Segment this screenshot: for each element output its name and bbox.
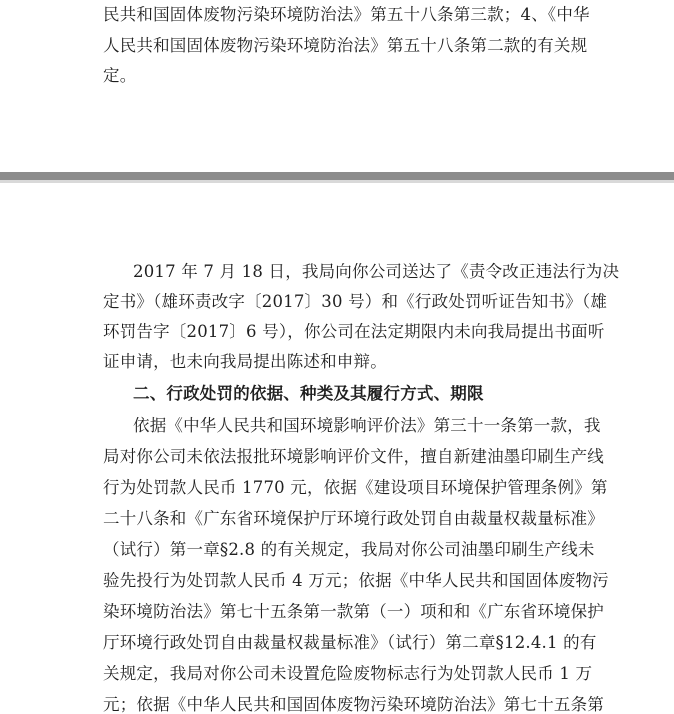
- paragraph-line: 定书》（雄环责改字〔2017〕30 号）和《行政处罚听证告知书》（雄: [103, 292, 608, 311]
- current-page: [0, 183, 674, 714]
- paragraph-line: 行为处罚款人民币 1770 元，依据《建设项目环境保护管理条例》第: [103, 478, 608, 497]
- paragraph-line: 二十八条和《广东省环境保护厅环境行政处罚自由裁量权裁量标准》: [103, 509, 604, 528]
- paragraph-line: 证申请，也未向我局提出陈述和申辩。: [103, 352, 387, 371]
- paragraph-line: 依据《中华人民共和国环境影响评价法》第三十一条第一款，我: [133, 416, 601, 435]
- text-line: 民共和国固体废物污染环境防治法》第五十八条第三款；4、《中华: [103, 5, 590, 24]
- previous-page-fragment: [0, 0, 674, 172]
- paragraph-line: 局对你公司未依法报批环境影响评价文件，擅自新建油墨印刷生产线: [103, 447, 604, 466]
- text-line: 定。: [103, 66, 137, 85]
- paragraph-line: （试行）第一章§2.8 的有关规定，我局对你公司油墨印刷生产线未: [103, 540, 595, 559]
- paragraph-line: 环罚告字〔2017〕6 号），你公司在法定期限内未向我局提出书面听: [103, 322, 605, 341]
- paragraph-line: 元；依据《中华人民共和国固体废物污染环境防治法》第七十五条第: [103, 695, 604, 714]
- paragraph-line: 关规定，我局对你公司未设置危险废物标志行为处罚款人民币 1 万: [103, 664, 593, 683]
- text-line: 人民共和国固体废物污染环境防治法》第五十八条第二款的有关规: [103, 36, 588, 55]
- section-heading: 二、行政处罚的依据、种类及其履行方式、期限: [133, 384, 484, 403]
- page-break-divider: [0, 172, 674, 180]
- paragraph-line: 2017 年 7 月 18 日，我局向你公司送达了《责令改正违法行为决: [133, 262, 620, 281]
- paragraph-line: 厅环境行政处罚自由裁量权裁量标准》（试行）第二章§12.4.1 的有: [103, 633, 597, 652]
- paragraph-line: 染环境防治法》第七十五条第一款第（一）项和和《广东省环境保护: [103, 602, 604, 621]
- paragraph-line: 验先投行为处罚款人民币 4 万元；依据《中华人民共和国固体废物污: [103, 571, 609, 590]
